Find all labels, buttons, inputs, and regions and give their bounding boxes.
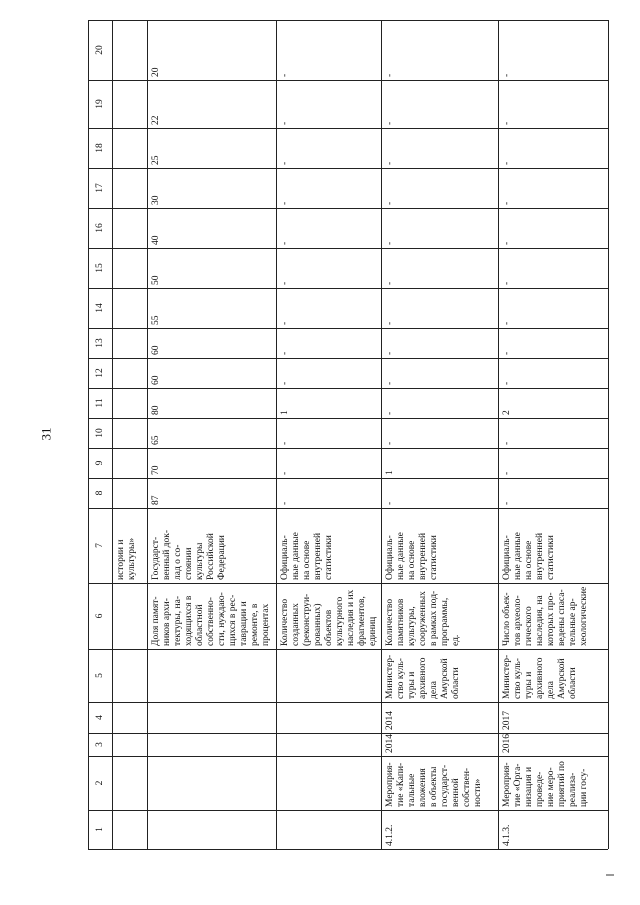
cell-r5-c2: Мероприя- тие «Орга- низация и проведе- ние меро- приятий по реализа- ции госу- — [502, 761, 589, 807]
cell-r4-c19: - — [385, 121, 395, 125]
row-rule — [147, 20, 148, 849]
column-rule — [88, 80, 608, 81]
header-col-13: 13 — [94, 338, 105, 348]
cell-r5-c20: - — [502, 73, 512, 77]
cell-r5-c17: - — [502, 201, 512, 205]
cell-r5-c16: - — [502, 241, 512, 245]
column-rule — [88, 328, 608, 329]
column-rule — [88, 649, 608, 650]
cell-r2-c20: 20 — [151, 67, 161, 77]
cell-r4-c12: - — [385, 381, 395, 385]
cell-r5-c1: 4.1.3. — [502, 824, 512, 846]
cell-r5-c5: Министер- ство куль- туры и архивного дела Амурской области — [502, 654, 578, 699]
column-rule — [88, 849, 608, 850]
cell-r4-c5: Министер- ство куль- туры и архивного дела Амурской области — [385, 654, 461, 699]
cell-r5-c9: - — [502, 471, 512, 475]
cell-r2-c7: Государст- венный док- лад о со- стоянии культуры Российской Федерации — [151, 529, 227, 580]
header-col-7: 7 — [94, 543, 105, 548]
cell-r5-c18: - — [502, 161, 512, 165]
header-col-12: 12 — [94, 368, 105, 378]
cell-r2-c19: 22 — [151, 115, 161, 125]
row-rule — [276, 20, 277, 849]
cell-r3-c16: - — [280, 241, 290, 245]
cell-r5-c19: - — [502, 121, 512, 125]
column-rule — [88, 448, 608, 449]
cell-r5-c8: - — [502, 501, 512, 505]
cell-r2-c11: 80 — [151, 405, 161, 415]
column-rule — [88, 756, 608, 757]
column-rule — [88, 418, 608, 419]
cell-r5-c7: Официаль- ные данные на основе внутренней статистики — [502, 532, 556, 580]
cell-r3-c20: - — [280, 73, 290, 77]
cell-r5-c6: Число объек- тов археоло- гического наследия, на которых про- ведены спаса- тельные ар- хеологические — [502, 586, 589, 646]
column-rule — [88, 478, 608, 479]
cell-r5-c3: 2016 — [502, 734, 512, 753]
row-rule — [498, 20, 499, 849]
header-col-5: 5 — [94, 673, 105, 678]
cell-r3-c17: - — [280, 201, 290, 205]
column-rule — [88, 388, 608, 389]
header-col-8: 8 — [94, 490, 105, 496]
header-col-11: 11 — [94, 398, 105, 408]
cell-r4-c15: - — [385, 281, 395, 285]
header-col-10: 10 — [94, 428, 105, 438]
column-rule — [88, 810, 608, 811]
column-rule — [88, 20, 608, 21]
cell-r2-c9: 70 — [151, 465, 161, 475]
header-col-2: 2 — [94, 780, 105, 786]
column-rule — [88, 583, 608, 584]
cell-r2-c17: 30 — [151, 195, 161, 205]
cell-r5-c14: - — [502, 321, 512, 325]
header-col-6: 6 — [94, 613, 105, 619]
cell-r3-c11: 1 — [280, 410, 290, 415]
column-rule — [88, 508, 608, 509]
cell-r4-c11: - — [385, 411, 395, 415]
cell-r3-c7: Официаль- ные данные на основе внутренней статистики — [280, 532, 334, 580]
cell-r3-c9: - — [280, 471, 290, 475]
cell-r4-c14: - — [385, 321, 395, 325]
cell-r3-c8: - — [280, 501, 290, 505]
cell-r4-c1: 4.1.2. — [385, 824, 395, 846]
row-rule — [381, 20, 382, 849]
cell-r5-c15: - — [502, 281, 512, 285]
cell-r2-c13: 60 — [151, 345, 161, 355]
cell-r3-c19: - — [280, 121, 290, 125]
column-rule — [88, 168, 608, 169]
cell-r3-c14: - — [280, 321, 290, 325]
cell-r2-c6: Доля памят- ников архи- тектуры, на- ходящихся в областной собственно- сти, нуждаю- щихся в рес- таврации и ремонте, в процентах — [151, 592, 271, 646]
cell-r1-c7: истории и культуры» — [116, 537, 137, 580]
scan-mark — [606, 874, 614, 876]
row-rule — [112, 20, 113, 849]
cell-r4-c9: 1 — [385, 470, 395, 475]
cell-r4-c18: - — [385, 161, 395, 165]
header-col-3: 3 — [94, 742, 105, 747]
header-col-16: 16 — [94, 223, 105, 233]
header-col-4: 4 — [94, 715, 105, 720]
column-rule — [88, 702, 608, 703]
header-col-14: 14 — [94, 303, 105, 313]
header-col-9: 9 — [94, 460, 105, 466]
header-col-17: 17 — [94, 183, 105, 193]
cell-r2-c12: 60 — [151, 375, 161, 385]
cell-r4-c2: Мероприя- тие «Капи- тальные вложения в объекты государст- венной собствен- ности» — [385, 762, 483, 807]
cell-r3-c13: - — [280, 351, 290, 355]
cell-r4-c13: - — [385, 351, 395, 355]
cell-r5-c11: 2 — [502, 410, 512, 415]
header-col-19: 19 — [94, 99, 105, 109]
cell-r2-c8: 87 — [151, 495, 161, 505]
column-rule — [88, 358, 608, 359]
column-rule — [88, 128, 608, 129]
cell-r3-c15: - — [280, 281, 290, 285]
cell-r5-c13: - — [502, 351, 512, 355]
cell-r3-c10: - — [280, 441, 290, 445]
cell-r5-c4: 2017 — [502, 711, 512, 730]
cell-r2-c15: 50 — [151, 275, 161, 285]
header-col-20: 20 — [94, 45, 105, 55]
column-rule — [88, 733, 608, 734]
cell-r4-c17: - — [385, 201, 395, 205]
cell-r2-c16: 40 — [151, 235, 161, 245]
column-rule — [88, 288, 608, 289]
cell-r2-c18: 25 — [151, 155, 161, 165]
column-rule — [88, 248, 608, 249]
page-number: 31 — [38, 427, 54, 441]
cell-r2-c14: 55 — [151, 315, 161, 325]
cell-r5-c12: - — [502, 381, 512, 385]
cell-r4-c20: - — [385, 73, 395, 77]
cell-r3-c12: - — [280, 381, 290, 385]
cell-r4-c16: - — [385, 241, 395, 245]
column-rule — [88, 208, 608, 209]
cell-r3-c6: Количество созданных (реконструи- рованных) объектов культурного наследия и их фрагментов, единиц — [280, 589, 378, 646]
cell-r2-c10: 65 — [151, 435, 161, 445]
cell-r4-c3: 2014 — [385, 734, 395, 753]
cell-r4-c8: - — [385, 501, 395, 505]
header-col-15: 15 — [94, 263, 105, 273]
cell-r4-c7: Официаль- ные данные на основе внутренней статистики — [385, 532, 439, 580]
row-rule — [88, 20, 89, 849]
cell-r5-c10: - — [502, 441, 512, 445]
header-col-1: 1 — [94, 827, 105, 832]
cell-r4-c6: Количество памятников культуры, сооруженных в рамках под- программы, ед. — [385, 590, 461, 646]
header-col-18: 18 — [94, 143, 105, 153]
row-rule — [608, 20, 609, 849]
cell-r4-c10: - — [385, 441, 395, 445]
cell-r4-c4: 2014 — [385, 711, 395, 730]
cell-r3-c18: - — [280, 161, 290, 165]
